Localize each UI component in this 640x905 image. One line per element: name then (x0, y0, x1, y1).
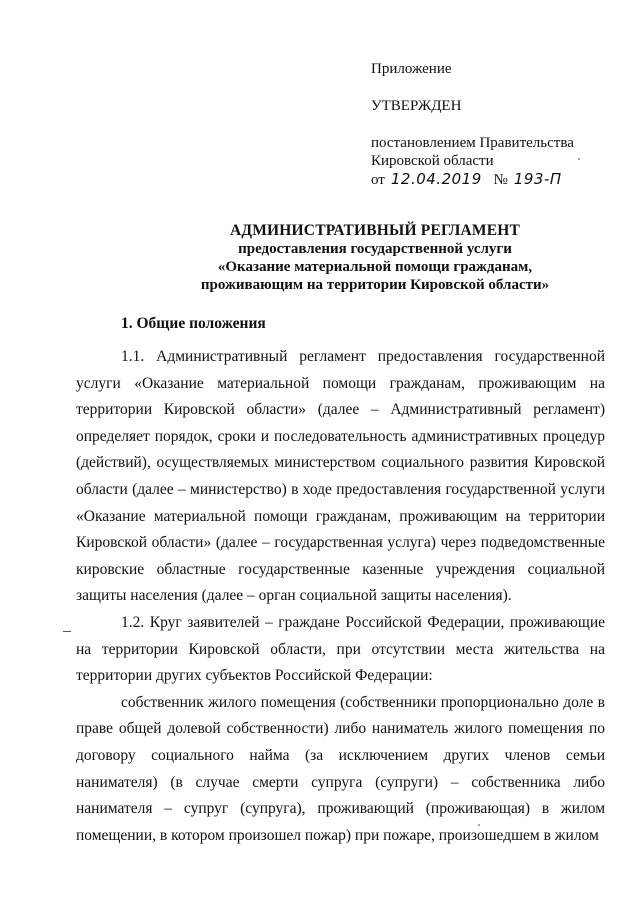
section-heading: 1. Общие положения (121, 315, 266, 332)
title-line-1: АДМИНИСТРАТИВНЫЙ РЕГЛАМЕНТ (229, 222, 521, 239)
annex-label: Приложение (371, 61, 452, 77)
decree-date-number-line (371, 170, 621, 189)
paragraph-1-2: 1.2. Круг заявителей – граждане Российской Федерации, проживающие на территории Кировской области, при отсутствии места жительства на территории других субъектов Российской Федерации: (76, 613, 605, 685)
handwritten-date: 12.04.2019 (390, 170, 482, 188)
approval-stamp-block (371, 60, 621, 189)
paragraph-owner: собственник жилого помещения (собственники пропорционально доле в праве общей долевой собственности) либо наниматель жилого помещения по договору социального найма (за исключением других членов семьи нанимателя) (в случае смерти супруга (супруги) – собственника либо нанимателя – супруг (супруга), проживающий (проживающая) в жилом помещении, в котором произошел пожар) при пожаре, произошедшем в жилом (76, 693, 605, 844)
document-title (150, 222, 600, 294)
body-text (76, 344, 605, 849)
decree-line-1: постановлением Правительства (371, 135, 574, 151)
paragraph-1-1: 1.1. Административный регламент предоставления государственной услуги «Оказание материальной помощи гражданам, проживающим на территории Кировской области» (далее – Административный регламент) определяет порядок, сроки и последовательность административных процедур (действий), осуществляемых министерством социального развития Кировской области (далее – министерство) в ходе предоставления государственной услуги «Оказание материальной помощи гражданам, проживающим на территории Кировской области» (далее – государственная услуга) через подведомственные кировские областные государственные казенные учреждения социальной защиты населения (далее – орган социальной защиты населения). (76, 348, 605, 605)
title-line-2: предоставления государственной услуги (238, 241, 512, 257)
scan-speck (478, 824, 480, 826)
number-sign: № (493, 172, 508, 188)
approved-label: УТВЕРЖДЕН (371, 98, 462, 114)
handwritten-number: 193-П (513, 170, 562, 188)
decree-line-2: Кировской области (371, 153, 494, 169)
date-prefix: от (371, 172, 385, 188)
scan-speck (578, 158, 580, 160)
title-line-4: проживающим на территории Кировской области» (200, 277, 550, 293)
margin-mark (63, 631, 71, 632)
title-line-3: «Оказание материальной помощи гражданам, (217, 259, 533, 275)
